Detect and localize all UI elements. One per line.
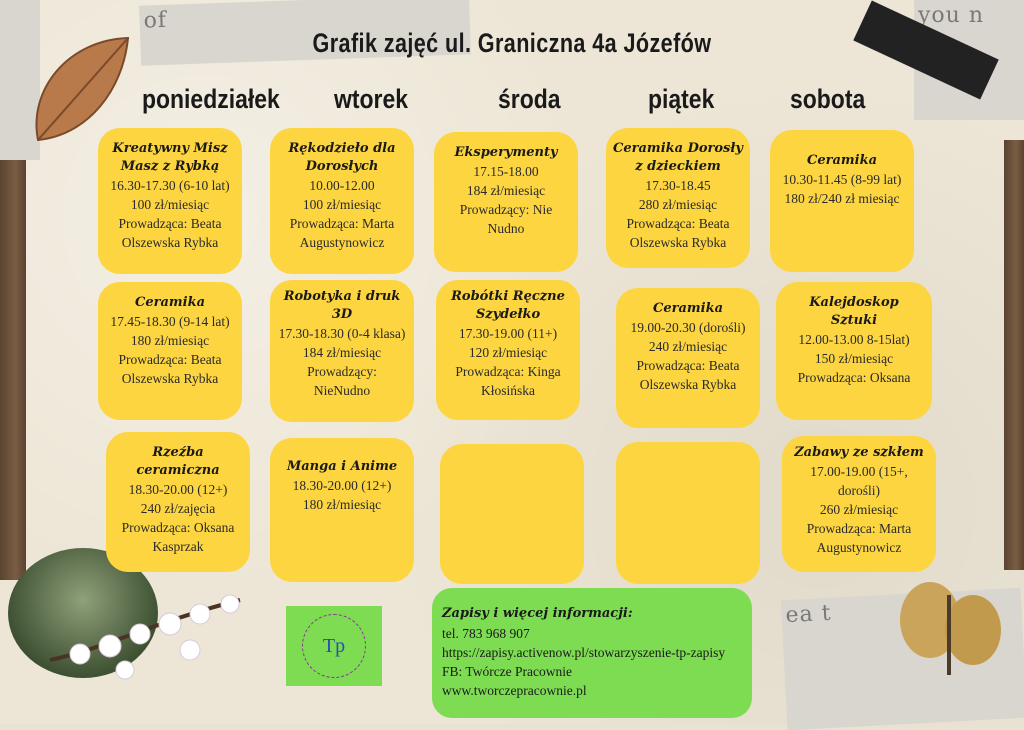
class-detail: 180 zł/240 zł miesiąc bbox=[784, 191, 900, 206]
info-heading: Zapisy i więcej informacji: bbox=[442, 606, 633, 621]
class-card bbox=[270, 128, 414, 274]
class-detail: 260 zł/miesiąc bbox=[819, 502, 899, 517]
info-website[interactable]: www.tworczepracownie.pl bbox=[442, 683, 587, 698]
foundation-logo bbox=[286, 606, 382, 686]
class-detail: 10.30-11.45 (8-99 lat) bbox=[782, 172, 902, 187]
class-detail: 184 zł/miesiąc bbox=[302, 345, 382, 360]
class-detail: Augustynowicz bbox=[816, 540, 902, 555]
class-detail: 120 zł/miesiąc bbox=[468, 345, 548, 360]
class-detail: 16.30-17.30 (6-10 lat) bbox=[110, 178, 230, 193]
class-detail: 180 zł/miesiąc bbox=[130, 333, 210, 348]
class-detail: dorośli) bbox=[838, 483, 880, 498]
class-detail: Prowadząca: Beata bbox=[636, 358, 740, 373]
class-name: Masz z Rybką bbox=[120, 159, 220, 174]
class-card bbox=[270, 438, 414, 582]
class-detail: Prowadząca: Beata bbox=[118, 216, 222, 231]
logo-mark: Tp bbox=[302, 614, 366, 678]
class-card bbox=[434, 132, 578, 272]
class-detail: 17.30-18.45 bbox=[645, 178, 711, 193]
info-phone: tel. 783 968 907 bbox=[442, 626, 530, 641]
class-card bbox=[98, 128, 242, 274]
day-monday: poniedziałek bbox=[142, 84, 280, 114]
class-card bbox=[770, 130, 914, 272]
class-detail: 17.15-18.00 bbox=[473, 164, 539, 179]
class-name: ceramiczna bbox=[136, 463, 220, 478]
class-name: 3D bbox=[331, 307, 353, 322]
class-detail: 18.30-20.00 (12+) bbox=[128, 482, 228, 497]
class-name: Zabawy ze szkłem bbox=[794, 445, 924, 460]
class-detail: 184 zł/miesiąc bbox=[466, 183, 546, 198]
class-detail: Prowadząca: Beata bbox=[118, 352, 222, 367]
class-card bbox=[616, 288, 760, 428]
blossom-icon bbox=[40, 580, 260, 700]
page-title: Grafik zajęć ul. Graniczna 4a Józefów bbox=[312, 28, 712, 58]
class-name: Kalejdoskop bbox=[809, 295, 899, 310]
class-name: Robotyka i druk bbox=[283, 289, 401, 304]
newsprint-text: of bbox=[143, 7, 168, 34]
newsprint-text: ea t bbox=[784, 600, 833, 629]
class-card bbox=[106, 432, 250, 572]
class-detail: 150 zł/miesiąc bbox=[814, 351, 894, 366]
butterfly-icon bbox=[895, 575, 1005, 685]
class-name: Ceramika bbox=[134, 295, 205, 310]
class-detail: 17.00-19.00 (15+, bbox=[810, 464, 908, 479]
class-name: Manga i Anime bbox=[286, 459, 398, 474]
class-name: Ceramika bbox=[652, 301, 723, 316]
class-detail: 12.00-13.00 8-15lat) bbox=[798, 332, 910, 347]
class-detail: Kasprzak bbox=[152, 539, 204, 554]
class-card bbox=[782, 436, 936, 572]
class-detail: Prowadząca: Oksana bbox=[121, 520, 235, 535]
class-detail: Prowadzący: Nie bbox=[459, 202, 553, 217]
class-name: Rękodzieło dla bbox=[288, 141, 396, 156]
class-name: Rzeźba bbox=[152, 445, 204, 460]
class-name: Ceramika Dorosły bbox=[613, 141, 743, 156]
info-box bbox=[432, 588, 752, 718]
class-detail: Prowadzący: bbox=[307, 364, 377, 379]
class-detail: 19.00-20.30 (dorośli) bbox=[630, 320, 746, 335]
class-detail: 100 zł/miesiąc bbox=[302, 197, 382, 212]
class-name: Ceramika bbox=[806, 153, 877, 168]
class-name: Sztuki bbox=[830, 313, 878, 328]
day-wednesday: środa bbox=[498, 84, 561, 114]
class-detail: 10.00-12.00 bbox=[309, 178, 375, 193]
class-detail: Prowadząca: Beata bbox=[626, 216, 730, 231]
class-detail: Prowadząca: Marta bbox=[289, 216, 395, 231]
class-detail: 180 zł/miesiąc bbox=[302, 497, 382, 512]
class-name: Eksperymenty bbox=[454, 145, 558, 160]
class-detail: 17.30-18.30 (0-4 klasa) bbox=[278, 326, 406, 341]
class-card bbox=[436, 280, 580, 420]
class-detail: Prowadząca: Oksana bbox=[797, 370, 911, 385]
class-name: Kreatywny Misz bbox=[112, 141, 228, 156]
class-detail: 18.30-20.00 (12+) bbox=[292, 478, 392, 493]
class-detail: Olszewska Rybka bbox=[121, 371, 219, 386]
class-detail: Nudno bbox=[487, 221, 525, 236]
class-detail: Augustynowicz bbox=[299, 235, 385, 250]
wood-strip-right bbox=[1004, 140, 1024, 570]
class-detail: Prowadząca: Kinga bbox=[455, 364, 561, 379]
class-card bbox=[98, 282, 242, 420]
day-friday: piątek bbox=[648, 84, 715, 114]
wood-strip-left bbox=[0, 140, 26, 580]
newsprint-text: you n bbox=[918, 3, 985, 28]
class-name: Robótki Ręczne bbox=[451, 289, 565, 304]
class-detail: 240 zł/zajęcia bbox=[140, 501, 216, 516]
class-detail: 17.30-19.00 (11+) bbox=[458, 326, 558, 341]
class-detail: Olszewska Rybka bbox=[639, 377, 737, 392]
info-signup-link[interactable]: https://zapisy.activenow.pl/stowarzyszenie-tp-zapisy bbox=[442, 645, 726, 660]
info-facebook: FB: Twórcze Pracownie bbox=[442, 664, 573, 679]
empty-card bbox=[616, 442, 760, 584]
empty-card bbox=[440, 444, 584, 584]
day-saturday: sobota bbox=[790, 84, 866, 114]
class-detail: 280 zł/miesiąc bbox=[638, 197, 718, 212]
class-detail: NieNudno bbox=[313, 383, 371, 398]
class-card bbox=[776, 282, 932, 420]
day-tuesday: wtorek bbox=[334, 84, 408, 114]
class-detail: Prowadząca: Marta bbox=[806, 521, 912, 536]
class-detail: Kłosińska bbox=[481, 383, 535, 398]
class-name: z dzieckiem bbox=[635, 159, 721, 174]
class-detail: Olszewska Rybka bbox=[121, 235, 219, 250]
class-name: Dorosłych bbox=[305, 159, 379, 174]
class-card bbox=[270, 280, 414, 422]
class-detail: 240 zł/miesiąc bbox=[648, 339, 728, 354]
class-detail: 17.45-18.30 (9-14 lat) bbox=[110, 314, 230, 329]
class-name: Szydełko bbox=[475, 307, 541, 322]
class-card bbox=[606, 128, 750, 268]
class-detail: 100 zł/miesiąc bbox=[130, 197, 210, 212]
class-detail: Olszewska Rybka bbox=[629, 235, 727, 250]
